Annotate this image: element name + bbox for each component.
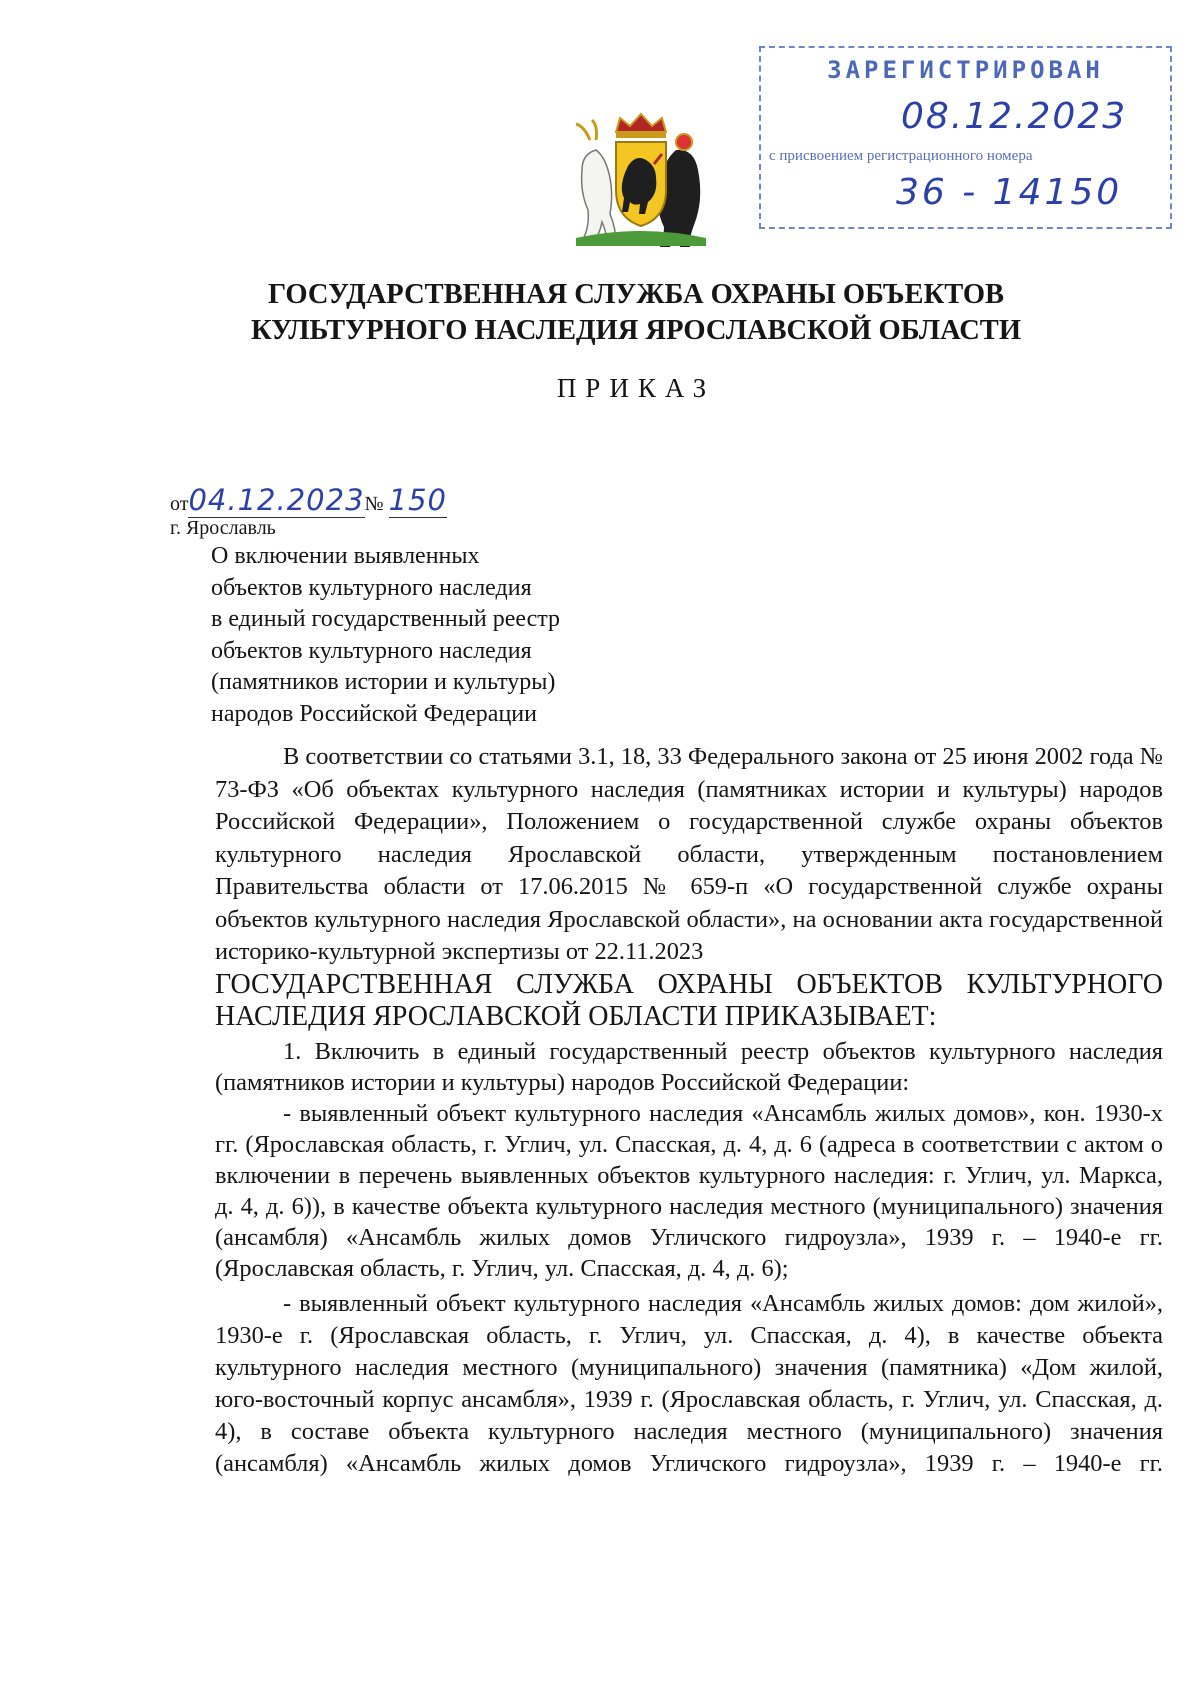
coat-of-arms-emblem: [566, 110, 716, 250]
stamp-registration-number: 36 - 14150: [896, 172, 1123, 213]
from-label: от: [170, 493, 189, 515]
order-body: [215, 741, 1163, 1480]
clause-1-item-1: - выявленный объект культурного наследия «Ансамбль жилых домов», кон. 1930-х гг. (Ярославская область, г. Углич, ул. Спасская, д. 4, д. 6 (адреса в соответствии с актом о включении в перечень выявленных объектов культурного наследия: г. Углич, ул. Маркса, д. 4, д. 6)), в качестве объекта культурного наследия местного (муниципального) значения (ансамбля) «Ансамбль жилых домов Угличского гидроузла», 1939 г. – 1940-е гг. (Ярославская область, г. Углич, ул. Спасская, д. 4, д. 6);: [215, 1099, 1163, 1282]
subject-line: народов Российской Федерации: [211, 700, 537, 727]
subject-line: в единый государственный реестр: [211, 606, 561, 632]
number-label: №: [364, 493, 384, 515]
clause-1-item-2: - выявленный объект культурного наследия «Ансамбль жилых домов: дом жилой», 1930-е г. (Ярославская область, г. Углич, ул. Спасская, д. 4), в качестве объекта культурного наследия местного (муниципального) значения (памятника) «Дом жилой, юго-восточный корпус ансамбля», 1939 г. (Ярославская область, г. Углич, ул. Спасская, д. 4), в составе объекта культурного наследия местного (муниципального) значения (ансамбля) «Ансамбль жилых домов Угличского гидроузла», 1939 г. – 1940-е гг.: [215, 1289, 1163, 1477]
stamp-title: ЗАРЕГИСТРИРОВАН: [827, 56, 1104, 84]
order-subject: [211, 541, 560, 730]
subject-line: (памятников истории и культуры): [211, 669, 556, 695]
preamble-paragraph: В соответствии со статьями 3.1, 18, 33 Федерального закона от 25 июня 2002 года № 73-ФЗ «Об объектах культурного наследия (памятниках истории и культуры) народов Российской Федерации», Положением о государственной службе охраны объектов культурного наследия Ярославской области, утвержденным постановлением Правительства области от 17.06.2015 № 659-п «О государственной службе охраны объектов культурного наследия Ярославской области», на основании акта государственной историко-культурной экспертизы от 22.11.2023: [215, 743, 1163, 965]
order-date-number-line: [170, 483, 447, 517]
agency-name-line-1: ГОСУДАРСТВЕННАЯ СЛУЖБА ОХРАНЫ ОБЪЕКТОВ: [267, 279, 1005, 310]
document-type: ПРИКАЗ: [556, 373, 716, 403]
agency-name: [0, 277, 1200, 349]
subject-line: объектов культурного наследия: [211, 574, 532, 601]
order-directive: ГОСУДАРСТВЕННАЯ СЛУЖБА ОХРАНЫ ОБЪЕКТОВ КУЛЬТУРНОГО НАСЛЕДИЯ ЯРОСЛАВСКОЙ ОБЛАСТИ ПРИКАЗЫВАЕТ:: [215, 968, 1163, 1032]
stamp-caption: с присвоением регистрационного номера: [769, 148, 1033, 164]
stamp-date: 08.12.2023: [901, 96, 1128, 137]
order-city: г. Ярославль: [170, 517, 276, 539]
agency-name-line-2: КУЛЬТУРНОГО НАСЛЕДИЯ ЯРОСЛАВСКОЙ ОБЛАСТИ: [250, 315, 1021, 346]
clause-1: 1. Включить в единый государственный реестр объектов культурного наследия (памятников истории и культуры) народов Российской Федерации:: [215, 1037, 1163, 1096]
order-number: 150: [388, 483, 447, 517]
registration-stamp: [759, 46, 1172, 229]
order-date: 04.12.2023: [188, 483, 365, 517]
subject-line: О включении выявленных: [211, 543, 480, 569]
subject-line: объектов культурного наследия: [211, 637, 532, 664]
